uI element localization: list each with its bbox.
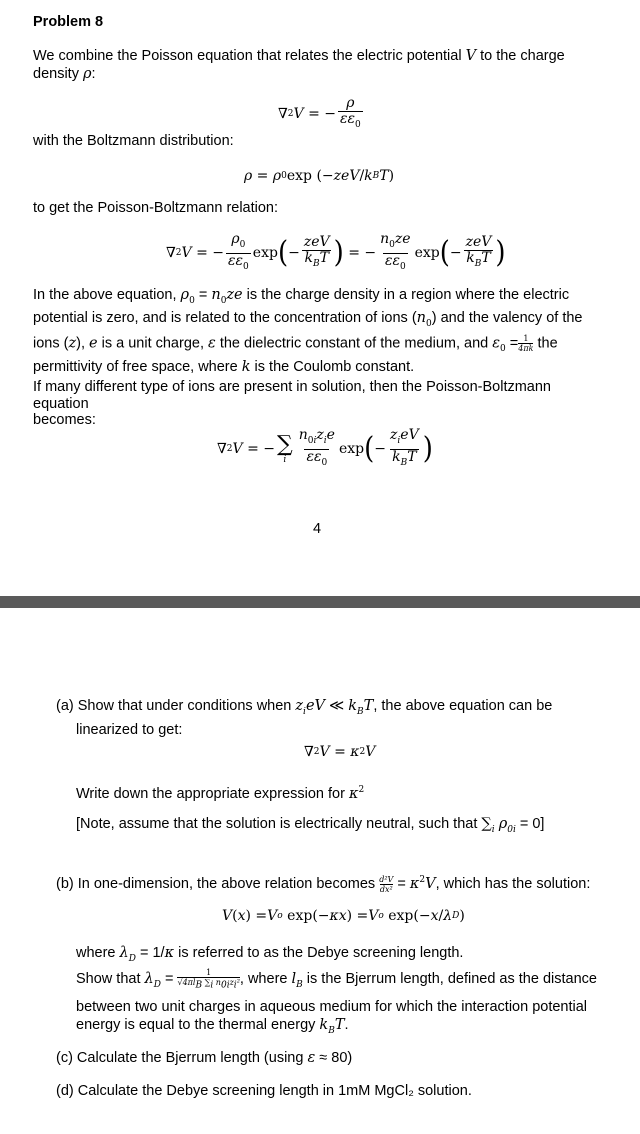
poisson-boltzmann-equation: ∇ 2 V = − $\frac{\rho_0}{\varepsilon\varepsilon_0}$ exp ( − $\frac{\text{zeV}}{k_BT}$ ) = − $\frac{n_0ze}{\varepsilon\varepsilon_0}$ exp ( − $\frac{\text{zeV}}{k_BT}$ ) xyxy=(166,232,506,275)
page-divider xyxy=(0,596,640,608)
problem-title: Problem 8 xyxy=(33,14,104,30)
explanation-paragraph: In the above equation, $\rho_0 = n_0ze$ is the charge density in a region where the electric potential is zero, and is related to the concentration of ions $(n_0)$ and the valency of the ions (z), e is a unit charge, ε the dielectric constant of the medium, and $\varepsilon_0$ = $\frac{1}{4\pi k}$ the permittivity of free space, where k is the Coulomb constant. xyxy=(33,287,583,375)
part-b-text: (b) In one-dimension, the above relation becomes $\frac{\text{d²V}}{\text{dx²}}$ = $\kappa^2V$, which has the solution: xyxy=(56,874,591,894)
part-a-write: Write down the appropriate expression for $\kappa^2$ xyxy=(76,785,365,802)
part-b-continued: between two unit charges in aqueous medium for which the interaction potential energy is equal to the thermal energy $k_BT$. xyxy=(76,999,588,1036)
part-a-text: (a) Show that under conditions when $z_ieV$ ≪ $k_BT$, the above equation can be linearized to get: xyxy=(56,698,553,738)
part-a-note: [Note, assume that the solution is electrically neutral, such that $\sum_i$ $\rho_{0i} = 0$] xyxy=(76,816,545,835)
poisson-equation: ∇ 2 V = − $\frac{\rho}{\varepsilon\varepsilon_0}$ xyxy=(278,96,365,133)
part-b-debye: where $\lambda_D = 1/\kappa$ is referred to as the Debye screening length. Show that $\lambda_D$ = 1 $√4\pi l_B$ $\sum_i$ $n_{0i}z_i^2$ , where $l_B$ is the Bjerrum length, defined as the distance xyxy=(76,945,597,991)
part-d-text: (d) Calculate the Debye screening length in 1mM MgCl₂ solution. xyxy=(56,1083,472,1099)
multi-ion-equation: ∇ 2 V = − ∑ i $\frac{n_{0i}z_ie}{\varepsilon\varepsilon_0}$ exp ( − $\frac{z_ieV}{k_BT}$ ) xyxy=(217,428,433,471)
linearized-equation: ∇ 2 V = κ 2 V xyxy=(304,744,376,760)
page-number: 4 xyxy=(313,521,322,537)
to-get-text: to get the Poisson-Boltzmann relation: xyxy=(33,200,279,216)
solution-equation: V ( x ) = V o exp (− κx ) = V o exp (− x / λ D ) xyxy=(222,908,465,924)
many-ions-paragraph: If many different type of ions are present in solution, then the Poisson-Boltzmann equation becomes: xyxy=(33,379,551,428)
intro-paragraph: We combine the Poisson equation that relates the electric potential V to the charge density ρ: xyxy=(33,48,565,82)
part-c-text: (c) Calculate the Bjerrum length (using ε ≈ 80) xyxy=(56,1050,353,1066)
with-boltzmann-text: with the Boltzmann distribution: xyxy=(33,133,234,149)
boltzmann-equation: ρ = ρ 0 exp (− zeV / k B T ) xyxy=(244,168,395,184)
